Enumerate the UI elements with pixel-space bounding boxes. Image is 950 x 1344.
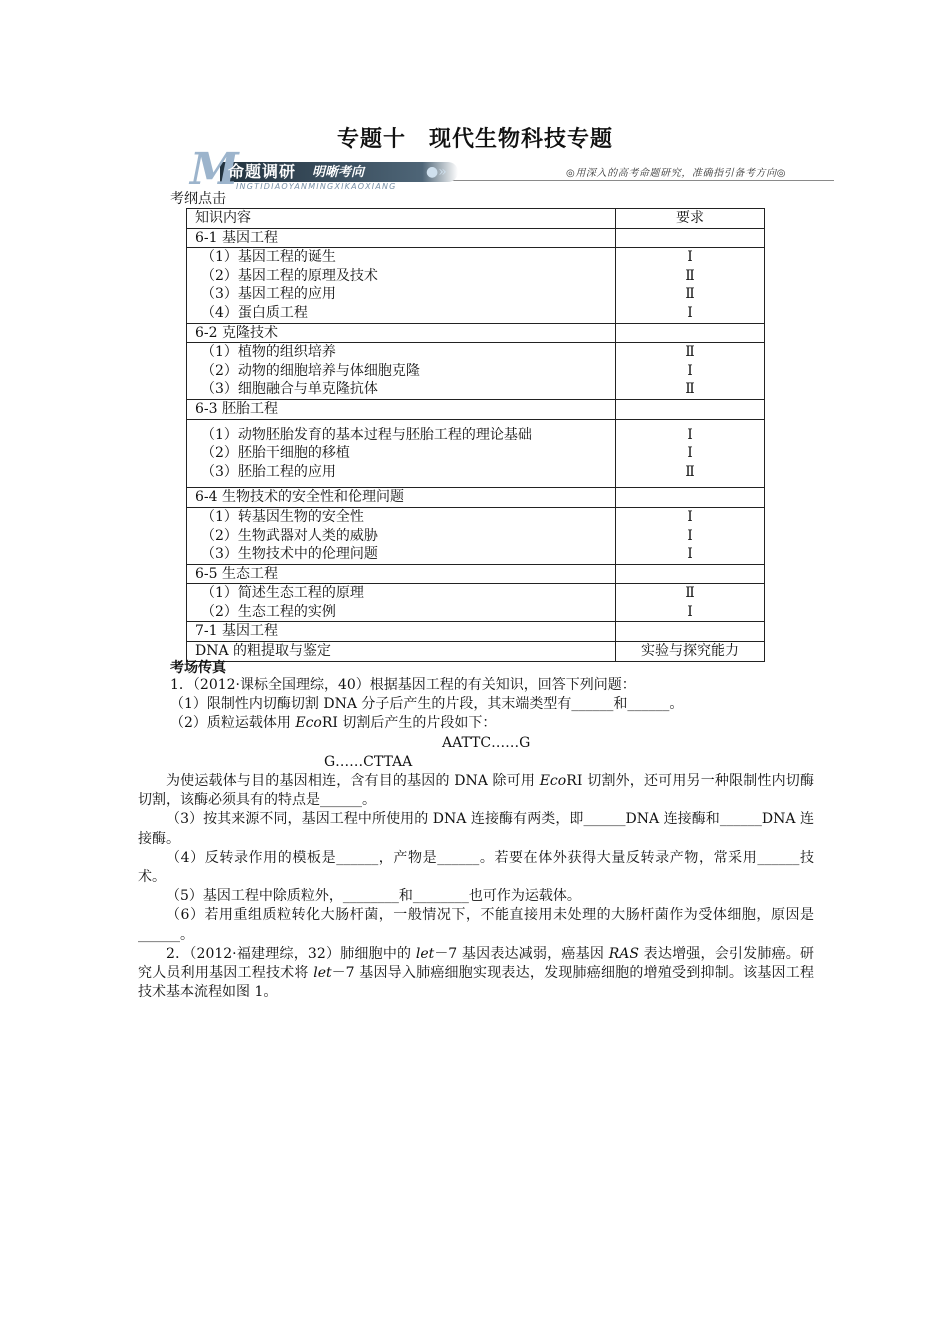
page-title: 专题十 现代生物科技专题 <box>336 127 613 152</box>
banner-arrow-icon: ●» <box>426 164 447 180</box>
q1-part-4: （4）反转录作用的模板是______，产物是______。若要在体外获得大量反转录产物，常采用______技术。 <box>138 849 814 886</box>
sequence-bottom: G……CTTAA <box>324 753 413 770</box>
section-items-row <box>187 419 765 488</box>
section-levels <box>616 507 765 564</box>
section-items <box>187 248 616 323</box>
exam-heading: 考场传真 <box>170 660 226 676</box>
section-row <box>187 323 765 343</box>
level: Ⅰ <box>687 603 693 620</box>
section-items <box>187 419 616 488</box>
section-row <box>187 228 765 248</box>
section-levels <box>616 343 765 400</box>
section-title: 6-1 基因工程 <box>187 228 616 248</box>
question-2: 2．（2012·福建理综，32）肺细胞中的 let－7 基因表达减弱，癌基因 RAS 表达增强，会引发肺癌。研究人员利用基因工程技术将 let－7 基因导入肺癌细胞实现表达，发现肺癌细胞的增殖受到抑制。该基因工程技术基本流程如图 1。 <box>138 945 815 1001</box>
level: Ⅱ <box>685 267 695 284</box>
section-items <box>187 343 616 400</box>
list-item: （3）生物技术中的伦理问题 <box>201 546 378 563</box>
sequence-top: AATTC……G <box>442 734 531 751</box>
level: Ⅰ <box>687 362 693 379</box>
section-items-row <box>187 507 765 564</box>
section-title: 6-5 生态工程 <box>187 564 616 584</box>
q1-part-3: （3）按其来源不同，基因工程中所使用的 DNA 连接酶有两类，即______DNA 连接酶和______DNA 连接酶。 <box>138 811 814 847</box>
header-content: 知识内容 <box>187 209 616 229</box>
list-item: （1）基因工程的诞生 <box>201 249 336 266</box>
outline-label: 考纲点击 <box>170 191 226 207</box>
list-item: （1）植物的组织培养 <box>201 344 336 361</box>
section-items <box>187 642 616 662</box>
banner-pinyin: INGTIDIAOYANMINGXIKAOXIANG <box>236 182 397 191</box>
level: Ⅱ <box>685 344 695 361</box>
section-levels <box>616 584 765 622</box>
level: Ⅰ <box>687 527 693 544</box>
list-item: （2）动物的细胞培养与体细胞克隆 <box>201 362 420 379</box>
level: Ⅰ <box>687 426 693 443</box>
list-item: （1）动物胚胎发育的基本过程与胚胎工程的理论基础 <box>201 426 532 443</box>
section-row <box>187 564 765 584</box>
section-title: 6-4 生物技术的安全性和伦理问题 <box>187 488 616 508</box>
list-item: （2）生物武器对人类的威胁 <box>201 527 378 544</box>
banner-motto: ◎用深入的高考命题研究，准确指引备考方向◎ <box>566 168 787 179</box>
section-row <box>187 399 765 419</box>
question-1 <box>138 676 814 1002</box>
level: 实验与探究能力 <box>641 643 739 660</box>
table-header-row <box>187 209 765 229</box>
section-row <box>187 488 765 508</box>
section-title: 6-2 克隆技术 <box>187 323 616 343</box>
outline-table <box>186 208 765 662</box>
section-items-row <box>187 248 765 323</box>
level: Ⅰ <box>687 445 693 462</box>
level: Ⅱ <box>685 463 695 480</box>
section-items <box>187 507 616 564</box>
list-item: （4）蛋白质工程 <box>201 304 308 321</box>
level: Ⅰ <box>687 249 693 266</box>
header-requirement: 要求 <box>616 209 765 229</box>
section-items-row <box>187 642 765 662</box>
level: Ⅰ <box>687 304 693 321</box>
level: Ⅰ <box>687 546 693 563</box>
level: Ⅱ <box>685 381 695 398</box>
section-banner <box>168 144 832 195</box>
list-item: （3）胚胎工程的应用 <box>201 463 336 480</box>
q1-part-2: （2）质粒运载体用 EcoRⅠ 切割后产生的片段如下： <box>170 715 497 732</box>
level: Ⅱ <box>685 585 695 602</box>
section-title: 6-3 胚胎工程 <box>187 399 616 419</box>
list-item: （3）基因工程的应用 <box>201 286 336 303</box>
section-row <box>187 622 765 642</box>
section-levels <box>616 642 765 662</box>
q1-part-1: （1）限制性内切酶切割 DNA 分子后产生的片段，其末端类型有______和______。 <box>170 696 684 713</box>
list-item: （3）细胞融合与单克隆抗体 <box>201 381 378 398</box>
q1-intro: 1．（2012·课标全国理综，40）根据基因工程的有关知识，回答下列问题： <box>170 677 636 693</box>
section-levels <box>616 419 765 488</box>
list-item: （2）生态工程的实例 <box>201 603 336 620</box>
level: Ⅰ <box>687 508 693 525</box>
banner-letter: M <box>190 144 239 195</box>
list-item: （1）简述生态工程的原理 <box>201 585 364 602</box>
banner-title: 命题调研 <box>228 162 297 181</box>
section-items-row <box>187 584 765 622</box>
section-items <box>187 584 616 622</box>
q1-part-5: （5）基因工程中除质粒外，________和________也可作为运载体。 <box>166 888 581 905</box>
banner-subtitle: 明晰考向 <box>312 165 365 180</box>
list-item: （1）转基因生物的安全性 <box>201 508 364 525</box>
level: Ⅱ <box>685 286 695 303</box>
list-item: （2）基因工程的原理及技术 <box>201 267 378 284</box>
section-levels <box>616 248 765 323</box>
section-items-row <box>187 343 765 400</box>
q1-part-2-text: 为使运载体与目的基因相连，含有目的基因的 DNA 除可用 EcoRⅠ 切割外，还可用另一种限制性内切酶切割，该酶必须具有的特点是______。 <box>138 773 814 809</box>
list-item: （2）胚胎干细胞的移植 <box>201 445 350 462</box>
q1-part-6: （6）若用重组质粒转化大肠杆菌，一般情况下，不能直接用未处理的大肠杆菌作为受体细胞，原因是______。 <box>138 907 814 943</box>
section-title: 7-1 基因工程 <box>187 622 616 642</box>
list-item: DNA 的粗提取与鉴定 <box>195 643 332 660</box>
